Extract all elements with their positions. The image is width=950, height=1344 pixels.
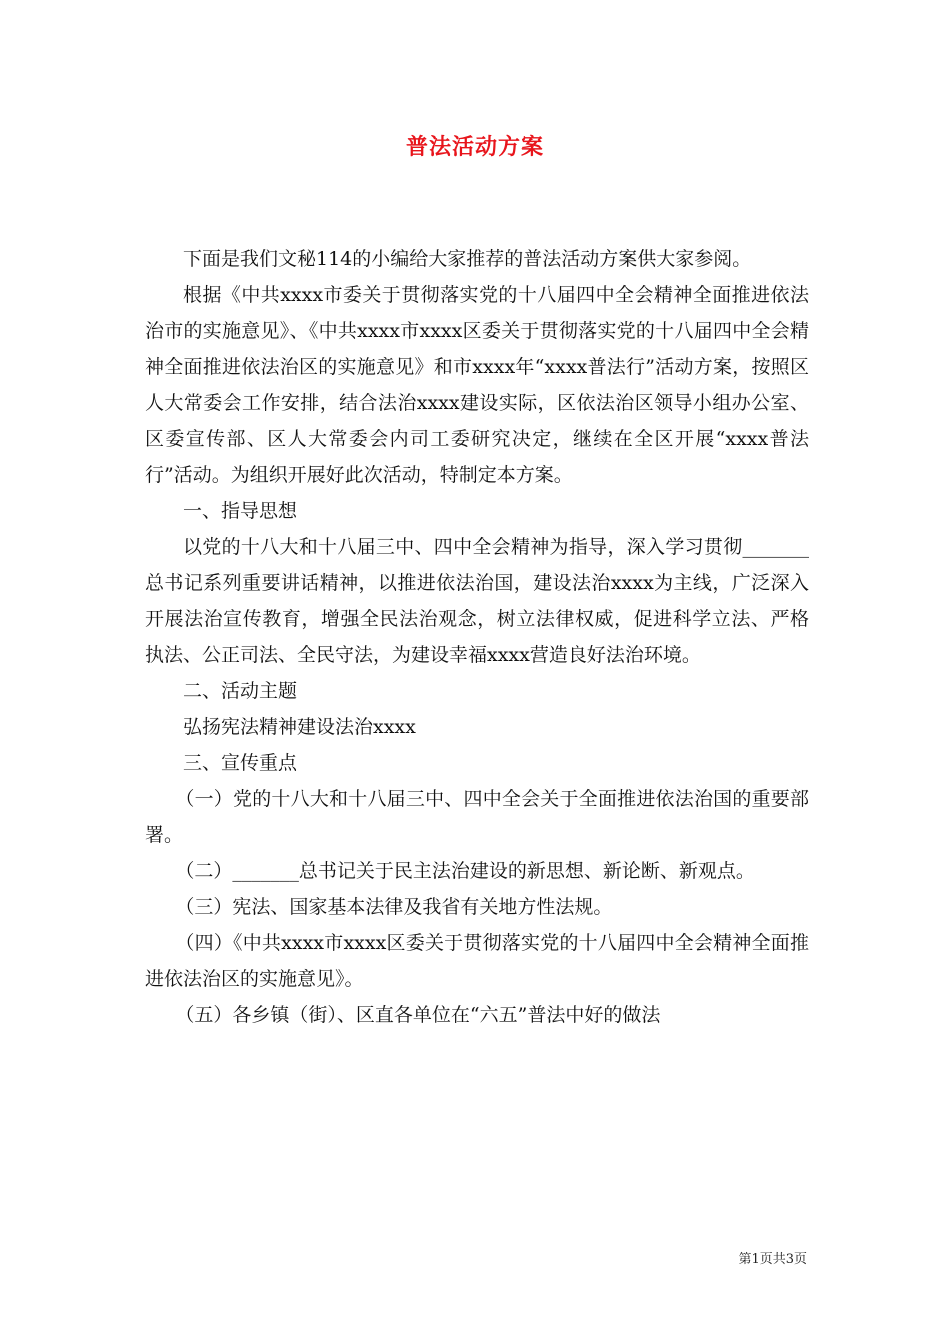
list-item-5: （五）各乡镇（街）、区直各单位在“六五”普法中好的做法 bbox=[175, 1004, 661, 1026]
page-number: 第1页共3页 bbox=[738, 1252, 807, 1267]
list-item-4: （四）《中共xxxx市xxxx区委关于贯彻落实党的十八届四中全会精神全面推进依法治区的实施意见》。 bbox=[145, 932, 809, 990]
paragraph-intro: 下面是我们文秘114的小编给大家推荐的普法活动方案供大家参阅。 bbox=[183, 248, 752, 270]
document-title: 普法活动方案 bbox=[405, 134, 544, 160]
heading-activity-theme: 二、活动主题 bbox=[183, 680, 298, 702]
paragraph-guiding-ideology: 以党的十八大和十八届三中、四中全会精神为指导，深入学习贯彻_______总书记系列重要讲话精神，以推进依法治国，建设法治xxxx为主线，广泛深入开展法治宣传教育，增强全民法治观念，树立法律权威，促进科学立法、严格执法、公正司法、全民守法，为建设幸福xxxx营造良好法治环境。 bbox=[145, 536, 809, 666]
document-body bbox=[145, 241, 809, 1033]
list-item-2: （二）_______总书记关于民主法治建设的新思想、新论断、新观点。 bbox=[175, 860, 755, 882]
paragraph-basis: 根据《中共xxxx市委关于贯彻落实党的十八届四中全会精神全面推进依法治市的实施意见》、《中共xxxx市xxxx区委关于贯彻落实党的十八届四中全会精神全面推进依法治区的实施意见》和市xxxx年“xxxx普法行”活动方案，按照区人大常委会工作安排，结合法治xxxx建设实际，区依法治区领导小组办公室、区委宣传部、区人大常委会内司工委研究决定，继续在全区开展“xxxx普法行”活动。为组织开展好此次活动，特制定本方案。 bbox=[145, 284, 809, 486]
list-item-3: （三）宪法、国家基本法律及我省有关地方性法规。 bbox=[175, 896, 613, 918]
heading-guiding-ideology: 一、指导思想 bbox=[183, 500, 298, 522]
list-item-1: （一）党的十八大和十八届三中、四中全会关于全面推进依法治国的重要部署。 bbox=[145, 788, 809, 846]
heading-publicity-focus: 三、宣传重点 bbox=[183, 752, 298, 774]
paragraph-activity-theme: 弘扬宪法精神建设法治xxxx bbox=[183, 716, 416, 738]
